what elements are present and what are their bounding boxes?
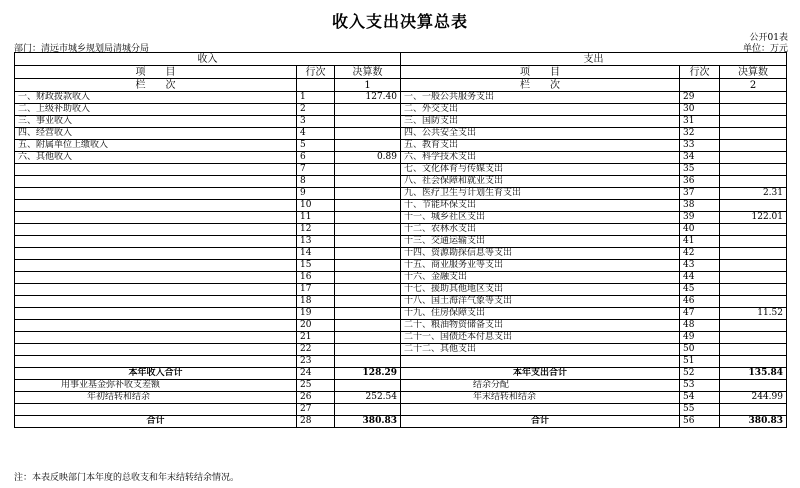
expense-amount [720,344,787,356]
income-item [15,296,297,308]
income-summary-amount: 128.29 [335,368,401,380]
income-amount [335,128,401,140]
income-item: 五、附属单位上缴收入 [15,140,297,152]
expense-amount [720,200,787,212]
expense-row-no: 45 [680,284,720,296]
income-item [15,332,297,344]
expense-item: 九、医疗卫生与计划生育支出 [401,188,680,200]
expense-item: 十一、城乡社区支出 [401,212,680,224]
expense-amount [720,272,787,284]
income-amount [335,284,401,296]
expense-amount [720,320,787,332]
expense-summary-amount: 380.83 [720,416,787,428]
income-amount [335,272,401,284]
expense-amount [720,92,787,104]
income-amount [335,332,401,344]
expense-item: 十八、国土海洋气象等支出 [401,296,680,308]
column-index-row [15,79,787,92]
summary-row [15,404,787,416]
expense-item [401,356,680,368]
expense-row-no-header: 行次 [680,66,720,79]
income-item: 三、事业收入 [15,116,297,128]
expense-item: 二十一、国债还本付息支出 [401,332,680,344]
income-item [15,356,297,368]
summary-row [15,380,787,392]
expense-row-no: 30 [680,104,720,116]
expense-section-header: 支出 [401,53,787,66]
income-summary-amount [335,380,401,392]
summary-rows [15,368,787,428]
income-row-no: 5 [297,140,335,152]
income-item: 六、其他收入 [15,152,297,164]
income-summary-label: 本年收入合计 [15,368,297,380]
income-item-header: 项 目 [15,66,297,79]
expense-row-no: 42 [680,248,720,260]
income-summary-label: 合计 [15,416,297,428]
income-item [15,164,297,176]
expense-item: 三、国防支出 [401,116,680,128]
expense-item: 十、节能环保支出 [401,200,680,212]
expense-row-no: 41 [680,236,720,248]
income-item: 四、经营收入 [15,128,297,140]
expense-amount [720,248,787,260]
income-item [15,224,297,236]
expense-summary-label: 合计 [401,416,680,428]
expense-amount [720,176,787,188]
income-row-no: 1 [297,92,335,104]
expense-summary-amount [720,380,787,392]
income-item [15,260,297,272]
income-item [15,188,297,200]
income-section-header: 收入 [15,53,401,66]
detail-rows [15,92,787,368]
expense-amount-header: 决算数 [720,66,787,79]
expense-item: 六、科学技术支出 [401,152,680,164]
income-row-no: 26 [297,392,335,404]
empty-cell [297,79,335,92]
expense-row-no: 44 [680,272,720,284]
expense-amount [720,356,787,368]
expense-col-no: 2 [720,79,787,92]
income-amount [335,176,401,188]
expense-row-no: 53 [680,380,720,392]
income-item [15,272,297,284]
table-row [15,92,787,104]
income-item [15,176,297,188]
income-item [15,212,297,224]
expense-row-no: 37 [680,188,720,200]
expense-item: 十二、农林水支出 [401,224,680,236]
department-label: 部门：清远市城乡规划局清城分局 [14,44,150,54]
expense-item-header: 项 目 [401,66,680,79]
income-amount [335,320,401,332]
income-amount [335,200,401,212]
income-row-no: 14 [297,248,335,260]
income-row-no: 28 [297,416,335,428]
table-row [15,152,787,164]
expense-amount [720,164,787,176]
expense-row-no: 32 [680,128,720,140]
income-summary-label: 年初结转和结余 [15,392,297,404]
expense-row-no: 34 [680,152,720,164]
income-item [15,308,297,320]
income-row-no: 19 [297,308,335,320]
expense-row-no: 43 [680,260,720,272]
table-row [15,140,787,152]
expense-row-no: 48 [680,320,720,332]
income-item [15,200,297,212]
income-row-no-header: 行次 [297,66,335,79]
income-row-no: 10 [297,200,335,212]
expense-amount: 122.01 [720,212,787,224]
page-title: 收入支出决算总表 [331,12,468,31]
expense-amount: 11.52 [720,308,787,320]
expense-row-no: 31 [680,116,720,128]
expense-row-no: 51 [680,356,720,368]
expense-row-no: 50 [680,344,720,356]
income-row-no: 22 [297,344,335,356]
table-row [15,236,787,248]
expense-item: 八、社会保障和就业支出 [401,176,680,188]
footnote: 注：本表反映部门本年度的总收支和年末结转结余情况。 [14,473,240,483]
income-row-no: 17 [297,284,335,296]
table-row [15,248,787,260]
expense-row-no: 35 [680,164,720,176]
expense-item: 十九、住房保障支出 [401,308,680,320]
income-row-no: 11 [297,212,335,224]
income-amount [335,224,401,236]
expense-amount [720,152,787,164]
expense-amount: 2.31 [720,188,787,200]
table-row [15,200,787,212]
income-row-no: 24 [297,368,335,380]
income-row-no: 12 [297,224,335,236]
expense-row-no: 52 [680,368,720,380]
income-summary-amount: 252.54 [335,392,401,404]
income-item [15,248,297,260]
income-row-no: 6 [297,152,335,164]
expense-summary-amount [720,404,787,416]
expense-amount [720,140,787,152]
income-col-label: 栏 次 [15,79,297,92]
table-row [15,320,787,332]
expense-row-no: 47 [680,308,720,320]
income-amount-header: 决算数 [335,66,401,79]
income-row-no: 9 [297,188,335,200]
income-row-no: 2 [297,104,335,116]
income-amount [335,344,401,356]
budget-table [14,52,787,428]
expense-amount [720,332,787,344]
summary-row [15,392,787,404]
expense-item: 二十、粮油物资储备支出 [401,320,680,332]
expense-row-no: 49 [680,332,720,344]
expense-amount [720,284,787,296]
expense-summary-label: 结余分配 [401,380,680,392]
income-row-no: 25 [297,380,335,392]
income-summary-label: 用事业基金弥补收支差额 [15,380,297,392]
expense-summary-amount: 244.99 [720,392,787,404]
table-row [15,272,787,284]
expense-summary-label: 年末结转和结余 [401,392,680,404]
expense-item: 五、教育支出 [401,140,680,152]
income-item [15,320,297,332]
income-amount [335,212,401,224]
table-row [15,332,787,344]
income-amount [335,308,401,320]
expense-amount [720,236,787,248]
table-row [15,224,787,236]
income-row-no: 3 [297,116,335,128]
expense-item: 十四、资源勘探信息等支出 [401,248,680,260]
income-amount: 127.40 [335,92,401,104]
income-row-no: 8 [297,176,335,188]
income-summary-amount: 380.83 [335,416,401,428]
expense-item: 一、一般公共服务支出 [401,92,680,104]
summary-row [15,368,787,380]
empty-cell [680,79,720,92]
expense-item: 十六、金融支出 [401,272,680,284]
expense-summary-amount: 135.84 [720,368,787,380]
form-number: 公开01表 [749,33,788,43]
expense-item: 十三、交通运输支出 [401,236,680,248]
income-item [15,236,297,248]
expense-item: 二十二、其他支出 [401,344,680,356]
income-row-no: 13 [297,236,335,248]
table-row [15,116,787,128]
income-row-no: 20 [297,320,335,332]
table-row [15,356,787,368]
expense-row-no: 55 [680,404,720,416]
expense-item: 二、外交支出 [401,104,680,116]
expense-summary-label [401,404,680,416]
expense-row-no: 56 [680,416,720,428]
expense-summary-label: 本年支出合计 [401,368,680,380]
income-summary-amount [335,404,401,416]
income-amount [335,188,401,200]
column-header-row [15,66,787,79]
income-item [15,284,297,296]
income-amount [335,116,401,128]
expense-amount [720,224,787,236]
table-row [15,176,787,188]
income-amount [335,296,401,308]
table-row [15,164,787,176]
table-row [15,296,787,308]
expense-item: 七、文化体育与传媒支出 [401,164,680,176]
income-row-no: 4 [297,128,335,140]
section-header-row [15,53,787,66]
income-col-no: 1 [335,79,401,92]
income-amount [335,104,401,116]
expense-row-no: 29 [680,92,720,104]
expense-row-no: 40 [680,224,720,236]
expense-row-no: 38 [680,200,720,212]
income-summary-label [15,404,297,416]
unit-label: 单位：万元 [742,44,788,54]
expense-item: 十五、商业服务业等支出 [401,260,680,272]
income-row-no: 7 [297,164,335,176]
table-row [15,260,787,272]
income-amount [335,236,401,248]
table-row [15,104,787,116]
table-row [15,344,787,356]
expense-col-label: 栏 次 [401,79,680,92]
table-row [15,308,787,320]
expense-item: 四、公共安全支出 [401,128,680,140]
income-amount [335,140,401,152]
income-row-no: 15 [297,260,335,272]
table-row [15,188,787,200]
expense-amount [720,260,787,272]
expense-row-no: 54 [680,392,720,404]
summary-row [15,416,787,428]
table-row [15,212,787,224]
income-amount [335,248,401,260]
expense-amount [720,296,787,308]
income-amount [335,164,401,176]
expense-item: 十七、援助其他地区支出 [401,284,680,296]
income-amount: 0.89 [335,152,401,164]
expense-amount [720,128,787,140]
income-amount [335,356,401,368]
expense-row-no: 36 [680,176,720,188]
expense-row-no: 39 [680,212,720,224]
table-row [15,284,787,296]
income-row-no: 18 [297,296,335,308]
income-row-no: 23 [297,356,335,368]
income-row-no: 21 [297,332,335,344]
income-item: 二、上级补助收入 [15,104,297,116]
table-row [15,128,787,140]
expense-amount [720,116,787,128]
income-item: 一、财政拨款收入 [15,92,297,104]
expense-row-no: 33 [680,140,720,152]
income-row-no: 27 [297,404,335,416]
income-row-no: 16 [297,272,335,284]
income-item [15,344,297,356]
expense-amount [720,104,787,116]
expense-row-no: 46 [680,296,720,308]
income-amount [335,260,401,272]
